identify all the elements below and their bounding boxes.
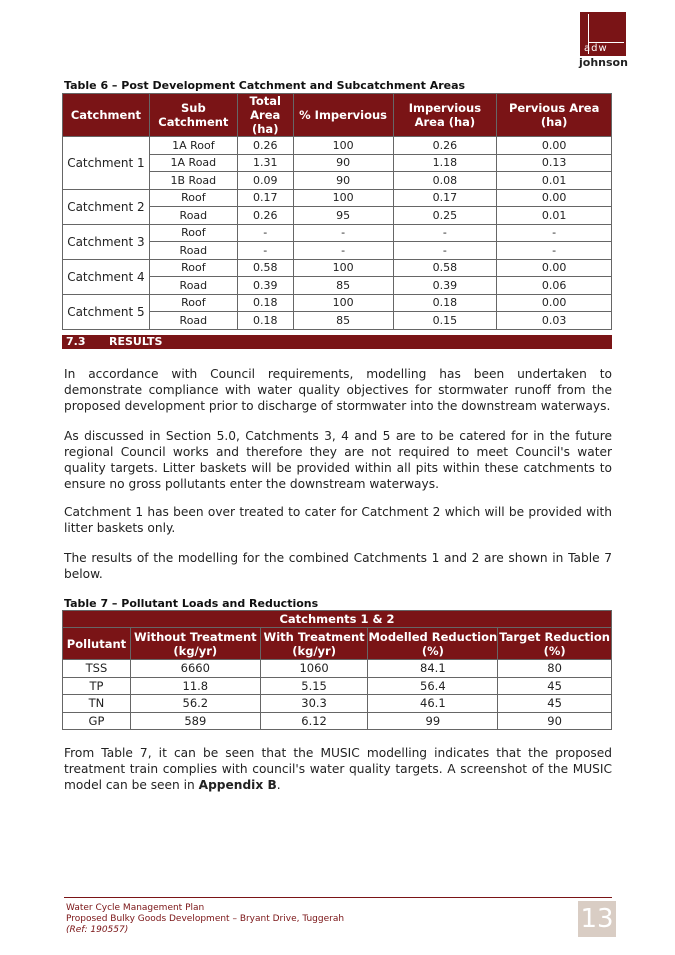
table-cell: 30.3	[260, 695, 368, 713]
table-row	[63, 259, 612, 277]
table-cell: 90	[498, 712, 612, 730]
table-cell: 0.00	[497, 294, 612, 312]
table-cell: -	[237, 224, 293, 242]
paragraph: In accordance with Council requirements, modelling has been undertaken to demonstrate compliance with water quality objectives for stormwater runoff from the proposed development prior to discharge of stormwater into the downstream waterways.	[64, 367, 612, 413]
table-cell: 56.4	[368, 677, 498, 695]
paragraph: Catchment 1 has been over treated to cater for Catchment 2 which will be provided with litter baskets only.	[64, 505, 612, 535]
table-cell: 0.17	[393, 189, 497, 207]
table-cell: 90	[293, 154, 393, 172]
table-cell: 90	[293, 172, 393, 190]
table-body	[63, 660, 612, 730]
table-header-row	[63, 94, 612, 137]
table-row	[63, 677, 612, 695]
table-cell: 0.58	[393, 259, 497, 277]
table-cell: Roof	[149, 189, 237, 207]
table-cell: 85	[293, 277, 393, 295]
footer-document-title: Water Cycle Management Plan	[66, 903, 205, 913]
header-cell: Pervious Area (ha)	[497, 94, 612, 137]
table-cell: 6660	[130, 660, 260, 678]
table-cell: 0.17	[237, 189, 293, 207]
header-cell: Modelled Reduction (%)	[368, 629, 498, 658]
table-cell: 46.1	[368, 695, 498, 713]
catchment-name-cell: Catchment 4	[63, 259, 150, 294]
header-cell: Target Reduction (%)	[499, 629, 610, 658]
table-cell: Roof	[149, 224, 237, 242]
catchment-name-cell: Catchment 3	[63, 224, 150, 259]
catchment-areas-table	[62, 93, 612, 330]
table-cell: 85	[293, 312, 393, 330]
pollutant-loads-table	[62, 610, 612, 730]
closing-text: From Table 7, it can be seen that the MUSIC modelling indicates that the proposed treatment train complies with council's water quality targets. A screenshot of the MUSIC model can be seen in	[64, 746, 612, 792]
table-cell: 0.03	[497, 312, 612, 330]
header-cell: Total Area (ha)	[237, 94, 293, 137]
page-footer	[66, 903, 344, 936]
table-cell: 0.09	[237, 172, 293, 190]
table-cell: 11.8	[130, 677, 260, 695]
table-cell: 0.00	[497, 259, 612, 277]
header-cell: Without Treatment (kg/yr)	[130, 628, 260, 660]
section-heading-bar	[62, 335, 612, 349]
table-cell: 0.25	[393, 207, 497, 225]
table-cell: 45	[498, 677, 612, 695]
table-row	[63, 695, 612, 713]
page-number: 13	[578, 901, 616, 937]
table-cell: 0.39	[237, 277, 293, 295]
closing-paragraph	[64, 745, 612, 793]
table-cell: 0.06	[497, 277, 612, 295]
table-cell: 0.39	[393, 277, 497, 295]
logo-mark: adw	[584, 43, 608, 54]
table-cell: 0.26	[237, 207, 293, 225]
closing-end: .	[276, 778, 281, 792]
table-body	[63, 137, 612, 330]
table-cell: 0.15	[393, 312, 497, 330]
catchment-name-cell: Catchment 1	[63, 137, 150, 190]
table-cell: 5.15	[260, 677, 368, 695]
company-logo	[578, 12, 630, 70]
table-cell: Roof	[149, 259, 237, 277]
table-cell: -	[497, 242, 612, 260]
header-cell: % Impervious	[293, 94, 393, 137]
footer-project-title: Proposed Bulky Goods Development – Bryant Drive, Tuggerah	[66, 914, 345, 924]
table-cell: 0.26	[237, 137, 293, 155]
table-row	[63, 712, 612, 730]
table6-caption: Table 6 – Post Development Catchment and Subcatchment Areas	[64, 79, 466, 92]
table-cell: 100	[293, 189, 393, 207]
table-row	[63, 294, 612, 312]
table-row	[63, 224, 612, 242]
table-cell: 6.12	[260, 712, 368, 730]
catchment-name-cell: Catchment 5	[63, 294, 150, 329]
table-cell: 0.18	[393, 294, 497, 312]
table-cell: 0.01	[497, 207, 612, 225]
table-cell: 589	[130, 712, 260, 730]
table-cell: 0.13	[497, 154, 612, 172]
section-title: RESULTS	[109, 335, 163, 348]
table-cell: 100	[293, 294, 393, 312]
table-cell: -	[237, 242, 293, 260]
table-cell: Road	[149, 312, 237, 330]
table-cell: 80	[498, 660, 612, 678]
table-cell: 95	[293, 207, 393, 225]
paragraph: As discussed in Section 5.0, Catchments 3, 4 and 5 are to be catered for in the future regional Council works and therefore they are not required to meet Council's water quality targets. Litter baskets will be provided within all pits within these catchments to ensure no gross pollutants enter the downstream waterways.	[64, 429, 612, 491]
table-header-row	[63, 628, 612, 660]
table-cell: -	[393, 242, 497, 260]
paragraph: The results of the modelling for the combined Catchments 1 and 2 are shown in Table 7 below.	[64, 551, 612, 581]
footer-reference: (Ref: 190557)	[66, 925, 129, 935]
footer-rule	[64, 897, 612, 898]
table-cell: 0.08	[393, 172, 497, 190]
table-cell: 99	[368, 712, 498, 730]
table-cell: TSS	[63, 660, 131, 678]
table-cell: 84.1	[368, 660, 498, 678]
table-cell: 1B Road	[149, 172, 237, 190]
header-cell: Pollutant	[63, 628, 131, 660]
logo-word: johnson	[579, 56, 628, 69]
table-cell: 1.31	[237, 154, 293, 172]
header-cell: Sub Catchment	[149, 94, 237, 137]
table-cell: TN	[63, 695, 131, 713]
header-cell: With Treatment (kg/yr)	[260, 628, 368, 660]
header-cell: Impervious Area (ha)	[393, 94, 497, 137]
table-cell: Roof	[149, 294, 237, 312]
table7-caption: Table 7 – Pollutant Loads and Reductions	[64, 597, 319, 610]
table-cell: Road	[149, 207, 237, 225]
table-cell: 45	[498, 695, 612, 713]
section-number: 7.3	[66, 335, 86, 348]
table-cell: 0.18	[237, 312, 293, 330]
table-row	[63, 189, 612, 207]
table-cell: 0.26	[393, 137, 497, 155]
table-cell: -	[393, 224, 497, 242]
group-header-cell: Catchments 1 & 2	[63, 611, 612, 628]
table-cell: -	[293, 224, 393, 242]
table-cell: 1060	[260, 660, 368, 678]
table-cell: -	[293, 242, 393, 260]
table-cell: -	[497, 224, 612, 242]
table-cell: 0.00	[497, 137, 612, 155]
table-cell: 1.18	[393, 154, 497, 172]
table-cell: 0.18	[237, 294, 293, 312]
table-cell: 100	[293, 137, 393, 155]
table-cell: 0.00	[497, 189, 612, 207]
table-cell: TP	[63, 677, 131, 695]
table-row	[63, 137, 612, 155]
table-cell: 0.58	[237, 259, 293, 277]
table-cell: GP	[63, 712, 131, 730]
header-cell: Catchment	[63, 94, 150, 137]
table-cell: 100	[293, 259, 393, 277]
table-cell: 1A Roof	[149, 137, 237, 155]
catchment-name-cell: Catchment 2	[63, 189, 150, 224]
table-cell: Road	[149, 277, 237, 295]
table-cell: 0.01	[497, 172, 612, 190]
appendix-reference: Appendix B	[198, 778, 277, 792]
table-cell: 1A Road	[149, 154, 237, 172]
table-cell: Road	[149, 242, 237, 260]
table-group-header-row	[63, 611, 612, 628]
table-cell: 56.2	[130, 695, 260, 713]
table-row	[63, 660, 612, 678]
